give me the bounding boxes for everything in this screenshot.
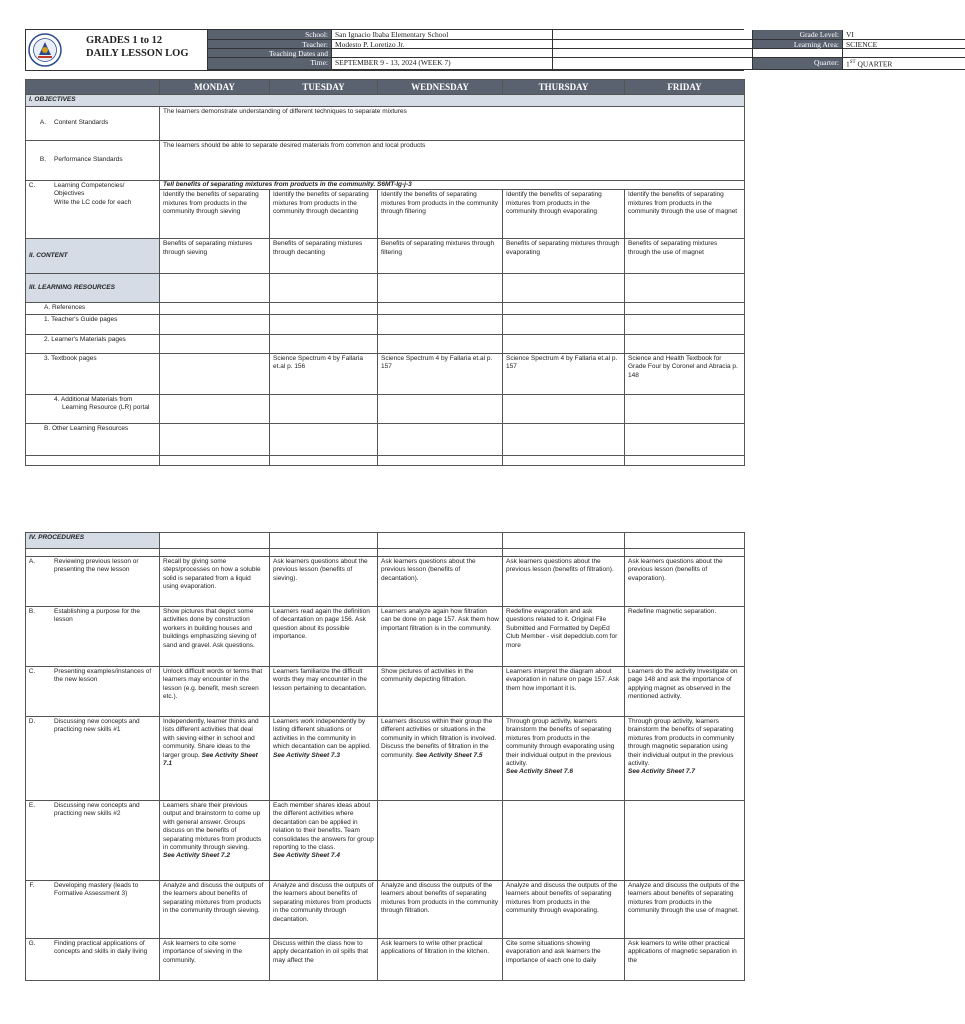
textbook-wednesday: Science Spectrum 4 by Fallaria et.al p. 157: [378, 353, 503, 394]
quarter-value: 1ST QUARTER: [842, 58, 965, 70]
activity-sheet-ref: See Activity Sheet 7.4: [273, 852, 340, 860]
competency-code: Tell benefits of separating mixtures from products in the community. S6MT-Ig-j-3: [160, 181, 745, 190]
log-header: [25, 29, 893, 71]
grades-title: GRADES 1 to 12: [86, 35, 163, 46]
header-info-grid: [207, 30, 893, 70]
learners-materials-label: 2. Learner's Materials pages: [26, 334, 160, 353]
quarter-label: Quarter:: [752, 58, 842, 70]
school-value: San Ignacio Ibaba Elementary School: [331, 30, 552, 40]
procedure-cell-friday: Analyze and discuss the outputs of the learners about benefits of separating mixtures from products in the community through the use of magnet.: [625, 881, 745, 939]
procedure-cell-wednesday: Ask learners questions about the previous lesson (benefits of decantation).: [378, 557, 503, 607]
procedure-cell-monday: Learners share their previous output and brainstorm to come up with general answer. Groups discuss on the benefits of separating mixtures from products in community through sieving. See Activity Sheet 7.2: [160, 801, 270, 881]
dates-spacer: [331, 49, 552, 58]
textbook-tuesday: Science Spectrum 4 by Fallaria et.al p. 156: [270, 353, 378, 394]
school-label: School:: [207, 30, 331, 40]
grade-label: Grade Level:: [752, 30, 842, 40]
empty-cell: [625, 274, 745, 303]
empty-cell: [625, 314, 745, 334]
content-friday: Benefits of separating mixtures through the use of magnet: [625, 239, 745, 274]
performance-standards-text: The learners should be able to separate desired materials from common and local products: [160, 141, 745, 181]
procedure-cell-wednesday: [378, 801, 503, 881]
header-gap: [842, 49, 965, 58]
empty-cell: [160, 394, 270, 423]
content-thursday: Benefits of separating mixtures through evaporating: [503, 239, 625, 274]
dates-value: SEPTEMBER 9 - 13, 2024 (WEEK 7): [331, 58, 552, 70]
procedure-cell-thursday: Redefine evaporation and ask questions related to it. Original File Submitted and Formatted by DepEd Club Member - visit depedclub.com for more: [503, 607, 625, 667]
empty-cell: [378, 455, 503, 465]
empty-cell: [270, 334, 378, 353]
empty-cell: [378, 423, 503, 455]
content-monday: Benefits of separating mixtures through sieving: [160, 239, 270, 274]
empty-cell: [270, 423, 378, 455]
procedure-cell-thursday: Cite some situations showing evaporation and ask learners the importance of each one to daily: [503, 939, 625, 981]
procedure-cell-monday: Analyze and discuss the outputs of the learners about benefits of separating mixtures from products in the community through sieving.: [160, 881, 270, 939]
empty-cell: [270, 314, 378, 334]
empty-cell: [160, 303, 270, 314]
activity-sheet-ref: See Activity Sheet 7.7: [628, 768, 695, 776]
empty-cell: [503, 423, 625, 455]
empty-cell: [26, 549, 160, 557]
competencies-label: C. Learning Competencies/ Objectives Write the LC code for each: [26, 181, 160, 239]
empty-cell: [625, 533, 745, 549]
dates-label: Teaching Dates and: [207, 49, 331, 58]
content-standards-text: The learners demonstrate understanding of different techniques to separate mixtures: [160, 107, 745, 141]
activity-sheet-ref: See Activity Sheet 7.1: [163, 751, 258, 768]
empty-cell: [625, 455, 745, 465]
procedure-label: D. Discussing new concepts and practicing new skills #1: [26, 717, 160, 801]
empty-cell: [503, 455, 625, 465]
activity-sheet-ref: See Activity Sheet 7.2: [163, 852, 230, 860]
empty-cell: [503, 549, 625, 557]
competency-friday: Identify the benefits of separating mixtures from products in the community through the use of magnet: [625, 190, 745, 239]
empty-cell: [270, 533, 378, 549]
header-gap: [752, 49, 842, 58]
textbook-label: 3. Textbook pages: [26, 353, 160, 394]
empty-cell: [503, 394, 625, 423]
procedure-cell-friday: Through group activity, learners brainstorm the benefits of separating mixtures from products in community through magnetic separation using their individual output in the previous activity. See Activity Sheet 7.7: [625, 717, 745, 801]
procedure-cell-monday: Independently, learner thinks and lists different activities that deal with sieving either in school and community. Share ideas to the larger group. See Activity Sheet 7.1: [160, 717, 270, 801]
competency-wednesday: Identify the benefits of separating mixtures from products in the community through filtering: [378, 190, 503, 239]
procedure-row-c: [26, 667, 745, 717]
empty-cell: [270, 274, 378, 303]
procedure-cell-wednesday: Ask learners to write other practical applications of filtration in the kitchen.: [378, 939, 503, 981]
content-wednesday: Benefits of separating mixtures through filtering: [378, 239, 503, 274]
deped-seal-icon: [28, 31, 62, 69]
teachers-guide-label: 1. Teacher's Guide pages: [26, 314, 160, 334]
log-title: DAILY LESSON LOG: [86, 48, 189, 59]
empty-cell: [270, 549, 378, 557]
objectives-heading: I. OBJECTIVES: [26, 95, 745, 107]
empty-cell: [378, 549, 503, 557]
procedure-cell-thursday: [503, 801, 625, 881]
procedure-cell-thursday: Through group activity, learners brainstorm the benefits of separating mixtures from products in the community through evaporating using their individual output in the previous activity. See Activity Sheet 7.6: [503, 717, 625, 801]
empty-cell: [378, 394, 503, 423]
activity-sheet-ref: See Activity Sheet 7.6: [506, 768, 573, 776]
header-gap: [552, 49, 752, 58]
empty-cell: [270, 303, 378, 314]
empty-cell: [160, 533, 270, 549]
competency-thursday: Identify the benefits of separating mixtures from products in the community through evaporating: [503, 190, 625, 239]
empty-cell: [503, 533, 625, 549]
area-value: SCIENCE: [842, 40, 965, 50]
procedure-cell-tuesday: Learners familiarize the difficult words they may encounter in the lesson pertaining to decantation.: [270, 667, 378, 717]
textbook-friday: Science and Health Textbook for Grade Four by Coronel and Abracia p. 148: [625, 353, 745, 394]
day-tuesday: TUESDAY: [270, 80, 378, 95]
header-gap: [552, 30, 752, 40]
procedure-cell-tuesday: Learners read again the definition of decantation on page 156. Ask question about its possible importance.: [270, 607, 378, 667]
empty-cell: [26, 455, 160, 465]
empty-cell: [378, 314, 503, 334]
procedure-cell-friday: Learners do the activity Investigate on page 148 and ask the importance of applying magnet as observed in the mentioned activity.: [625, 667, 745, 717]
procedure-cell-wednesday: Show pictures of activities in the community depicting filtration.: [378, 667, 503, 717]
activity-sheet-ref: See Activity Sheet 7.5: [415, 751, 483, 759]
procedure-cell-wednesday: Learners discuss within their group the different activities or situations in the community in which filtration is involved. Discuss the benefits of filtration in the community. See Activity Sheet 7.5: [378, 717, 503, 801]
header-gap: [552, 40, 752, 50]
empty-cell: [503, 274, 625, 303]
procedure-label: A. Reviewing previous lesson or presenting the new lesson: [26, 557, 160, 607]
grade-value: VI: [842, 30, 965, 40]
corner-cell: [26, 80, 160, 95]
procedure-row-a: [26, 557, 745, 607]
procedure-row-g: [26, 939, 745, 981]
day-wednesday: WEDNESDAY: [378, 80, 503, 95]
teacher-label: Teacher:: [207, 40, 331, 50]
procedure-label: E. Discussing new concepts and practicing new skills #2: [26, 801, 160, 881]
content-standards-label: A. Content Standards: [26, 107, 160, 141]
empty-cell: [625, 423, 745, 455]
content-tuesday: Benefits of separating mixtures through decanting: [270, 239, 378, 274]
activity-sheet-ref: See Activity Sheet 7.3: [273, 751, 340, 759]
procedure-cell-tuesday: Learners work independently by listing different situations or activities in the community in which decantation can be applied. See Activity Sheet 7.3: [270, 717, 378, 801]
procedure-label: C. Presenting examples/instances of the new lesson: [26, 667, 160, 717]
procedure-label: G. Finding practical applications of concepts and skills in daily living: [26, 939, 160, 981]
procedure-cell-thursday: Ask learners questions about the previous lesson (benefits of filtration).: [503, 557, 625, 607]
time-label: Time:: [207, 58, 331, 70]
empty-cell: [378, 533, 503, 549]
empty-cell: [160, 423, 270, 455]
empty-cell: [160, 334, 270, 353]
resources-heading: III. LEARNING RESOURCES: [26, 274, 160, 303]
additional-materials-label: 4. Additional Materials from Learning Resource (LR) portal: [26, 394, 160, 423]
procedure-cell-tuesday: Each member shares ideas about the different activities where decantation can be applied in relation to their benefits. Team consolidates the answers for group reporting to the class. See Activity Sheet 7.4: [270, 801, 378, 881]
empty-cell: [160, 455, 270, 465]
procedure-label: F. Developing mastery (leads to Formative Assessment 3): [26, 881, 160, 939]
empty-cell: [503, 334, 625, 353]
other-resources-label: B. Other Learning Resources: [26, 423, 160, 455]
day-friday: FRIDAY: [625, 80, 745, 95]
procedure-row-b: [26, 607, 745, 667]
procedure-cell-thursday: Analyze and discuss the outputs of the learners about benefits of separating mixtures from products in the community through evaporating.: [503, 881, 625, 939]
procedure-cell-monday: Recall by giving some steps/processes on how a soluble solid is separated from a liquid using evaporation.: [160, 557, 270, 607]
textbook-monday: [160, 353, 270, 394]
empty-cell: [160, 274, 270, 303]
procedure-cell-monday: Show pictures that depict some activities done by construction workers in building houses and buildings emphasizing sieving of sand and gravel. Ask questions.: [160, 607, 270, 667]
procedure-row-d: [26, 717, 745, 801]
empty-cell: [625, 334, 745, 353]
objectives-table: [25, 79, 745, 466]
performance-standards-label: B. Performance Standards: [26, 141, 160, 181]
procedure-cell-friday: Redefine magnetic separation.: [625, 607, 745, 667]
procedure-cell-friday: [625, 801, 745, 881]
references-label: A. References: [26, 303, 160, 314]
procedure-cell-tuesday: Analyze and discuss the outputs of the learners about benefits of separating mixtures from products in the community through decantation.: [270, 881, 378, 939]
procedure-cell-wednesday: Analyze and discuss the outputs of the learners about benefits of separating mixtures from products in the community through filtration.: [378, 881, 503, 939]
empty-cell: [625, 394, 745, 423]
empty-cell: [378, 274, 503, 303]
empty-cell: [160, 549, 270, 557]
empty-cell: [503, 314, 625, 334]
procedure-cell-monday: Unlock difficult words or terms that learners may encounter in the lesson (e.g. benefit, mesh screen etc.).: [160, 667, 270, 717]
procedure-cell-friday: Ask learners to write other practical applications of magnetic separation in the: [625, 939, 745, 981]
procedure-cell-friday: Ask learners questions about the previous lesson (benefits of evaporation).: [625, 557, 745, 607]
procedure-label: B. Establishing a purpose for the lesson: [26, 607, 160, 667]
empty-cell: [625, 303, 745, 314]
textbook-thursday: Science Spectrum 4 by Fallaria et.al p. 157: [503, 353, 625, 394]
area-label: Learning Area:: [752, 40, 842, 50]
empty-cell: [378, 303, 503, 314]
procedure-row-f: [26, 881, 745, 939]
empty-cell: [503, 303, 625, 314]
procedure-cell-tuesday: Discuss within the class how to apply decantation in oil spills that may affect the: [270, 939, 378, 981]
empty-cell: [270, 394, 378, 423]
competency-tuesday: Identify the benefits of separating mixtures from products in the community through decanting: [270, 190, 378, 239]
procedure-cell-wednesday: Learners analyze again how filtration can be done on page 157. Ask them how important filtration is in the community.: [378, 607, 503, 667]
procedure-cell-tuesday: Ask learners questions about the previous lesson (benefits of sieving).: [270, 557, 378, 607]
procedure-cell-thursday: Learners interpret the diagram about evaporation in nature on page 157. Ask them how important it is.: [503, 667, 625, 717]
day-thursday: THURSDAY: [503, 80, 625, 95]
header-gap: [552, 58, 752, 70]
teacher-value: Modesto P. Loretizo Jr.: [331, 40, 552, 50]
empty-cell: [625, 549, 745, 557]
content-heading: II. CONTENT: [26, 239, 160, 274]
procedures-table: [25, 532, 745, 981]
procedure-row-e: [26, 801, 745, 881]
empty-cell: [160, 314, 270, 334]
competency-monday: Identify the benefits of separating mixtures from products in the community through sieving: [160, 190, 270, 239]
day-monday: MONDAY: [160, 80, 270, 95]
empty-cell: [270, 455, 378, 465]
procedures-heading: IV. PROCEDURES: [26, 533, 160, 549]
procedure-cell-monday: Ask learners to cite some importance of sieving in the community.: [160, 939, 270, 981]
empty-cell: [378, 334, 503, 353]
